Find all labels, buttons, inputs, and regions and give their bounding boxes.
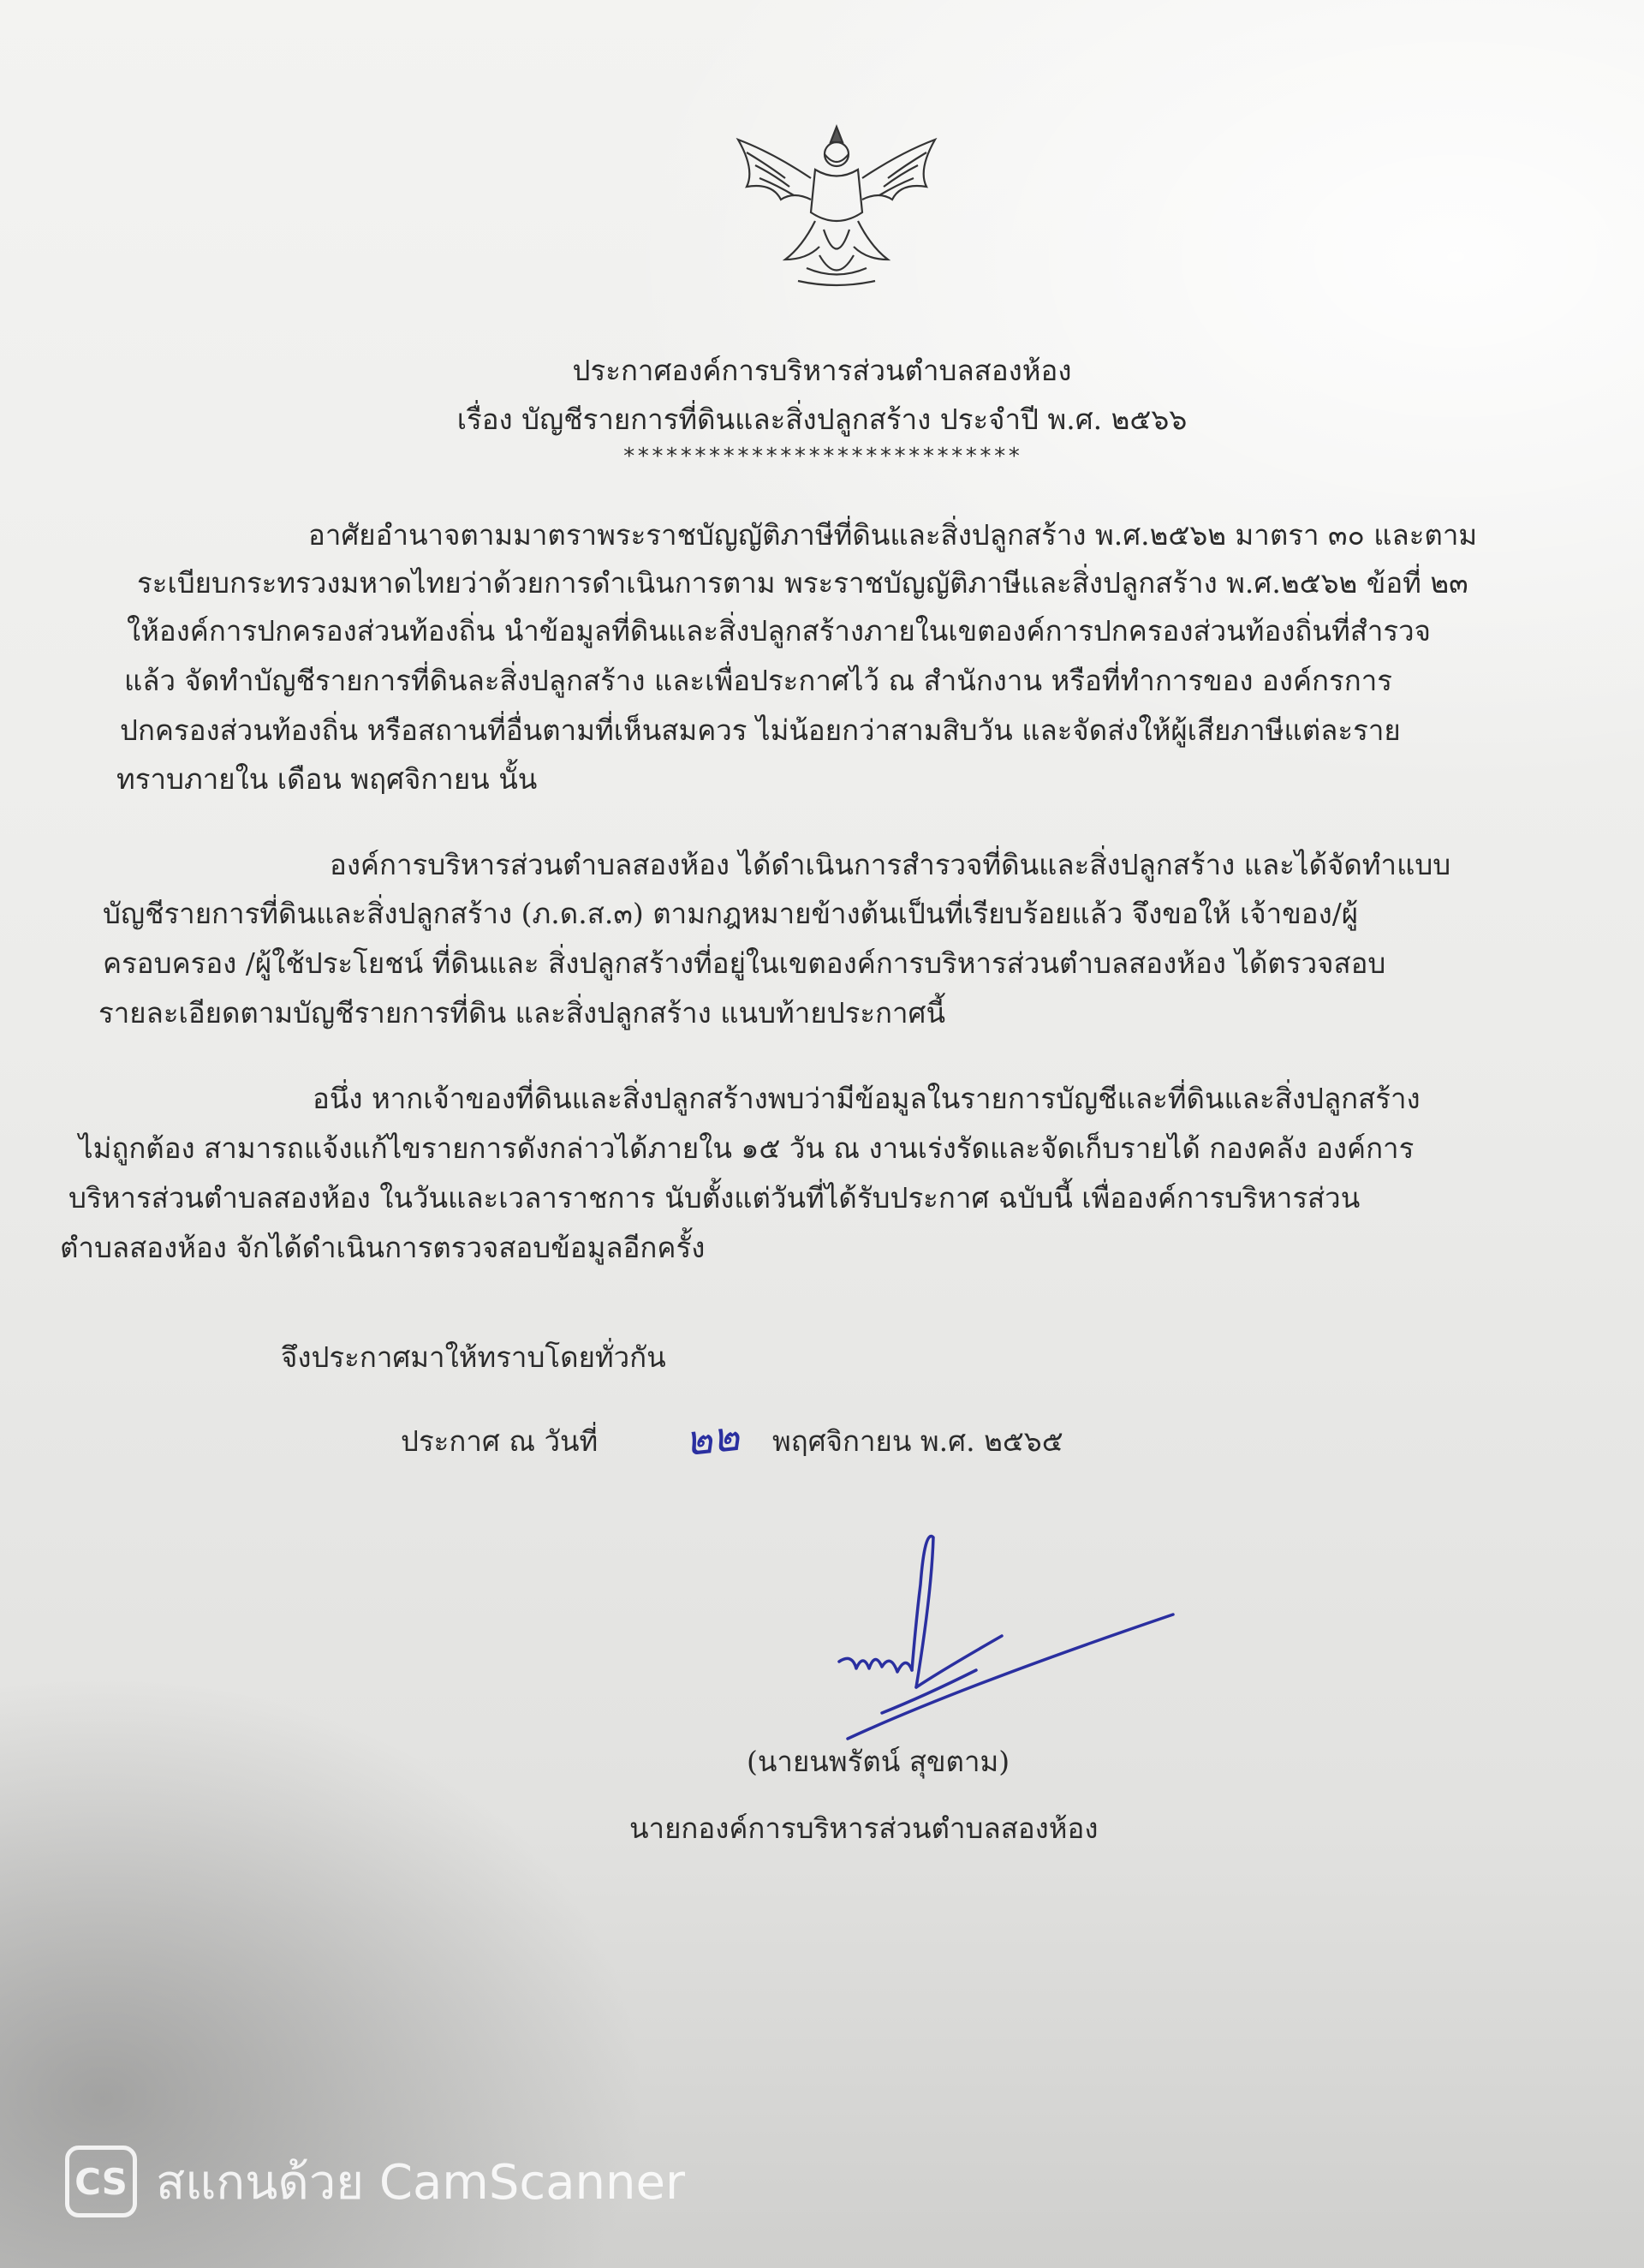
paragraph-1-line: อาศัยอำนาจตามมาตราพระราชบัญญัติภาษีที่ดินและสิ่งปลูกสร้าง พ.ศ.๒๕๖๒ มาตรา ๓๐ และตาม [308,518,1478,552]
paragraph-2-line: รายละเอียดตามบัญชีรายการที่ดิน และสิ่งปลูกสร้าง แนบท้ายประกาศนี้ [98,996,946,1030]
signatory-position: นายกองค์การบริหารส่วนตำบลสองห้อง [629,1811,1099,1845]
signature-icon [831,1525,1190,1756]
camscanner-logo-icon: CS [65,2146,137,2217]
paragraph-2-line: องค์การบริหารส่วนตำบลสองห้อง ได้ดำเนินการสำรวจที่ดินและสิ่งปลูกสร้าง และได้จัดทำแบบ [330,848,1451,881]
paragraph-2-line: บัญชีรายการที่ดินและสิ่งปลูกสร้าง (ภ.ด.ส.๓) ตามกฎหมายข้างต้นเป็นที่เรียบร้อยแล้ว จึงขอให้ เจ้าของ/ผู้ [103,897,1359,930]
paragraph-3-line: บริหารส่วนตำบลสองห้อง ในวันและเวลาราชการ นับตั้งแต่วันที่ได้รับประกาศ ฉบับนี้ เพื่อองค์การบริหารส่วน [68,1181,1361,1215]
paragraph-3-line: อนึ่ง หากเจ้าของที่ดินและสิ่งปลูกสร้างพบว่ามีข้อมูลในรายการบัญชีและที่ดินและสิ่งปลูกสร้าง [313,1082,1421,1115]
garuda-emblem-icon [721,118,952,289]
header-separator: **************************** [622,444,1022,469]
signatory-name: (นายนพรัตน์ สุขตาม) [747,1745,1010,1778]
date-prefix: ประกาศ ณ วันที่ [401,1424,599,1458]
paragraph-1-line: ทราบภายใน เดือน พฤศจิกายน นั้น [116,762,538,796]
paragraph-2-line: ครอบครอง /ผู้ใช้ประโยชน์ ที่ดินและ สิ่งปลูกสร้างที่อยู่ในเขตองค์การบริหารส่วนตำบลสองห้อง ได้ตรวจสอบ [103,946,1386,980]
paragraph-1-line: ให้องค์การปกครองส่วนท้องถิ่น นำข้อมูลที่ดินและสิ่งปลูกสร้างภายในเขตองค์การปกครองส่วนท้องถิ่นที่สำรวจ [127,614,1431,648]
announcement-subject: เรื่อง บัญชีรายการที่ดินและสิ่งปลูกสร้าง ประจำปี พ.ศ. ๒๕๖๖ [456,403,1188,436]
paragraph-1-line: ปกครองส่วนท้องถิ่น หรือสถานที่อื่นตามที่เห็นสมควร ไม่น้อยกว่าสามสิบวัน และจัดส่งให้ผู้เสียภาษีแต่ละราย [120,713,1401,747]
paragraph-3-line: ตำบลสองห้อง จักได้ดำเนินการตรวจสอบข้อมูลอีกครั้ง [60,1231,706,1264]
paragraph-1-line: ระเบียบกระทรวงมหาดไทยว่าด้วยการดำเนินการตาม พระราชบัญญัติภาษีและสิ่งปลูกสร้าง พ.ศ.๒๕๖๒ ข้อที่ ๒๓ [137,566,1468,600]
closing-announce: จึงประกาศมาให้ทราบโดยทั่วกัน [281,1340,666,1374]
camscanner-watermark [65,2143,685,2220]
watermark-text: สแกนด้วย CamScanner [156,2154,685,2211]
handwritten-date-day: ๒๒ [682,1412,742,1466]
paragraph-1-line: แล้ว จัดทำบัญชีรายการที่ดินละสิ่งปลูกสร้าง และเพื่อประกาศไว้ ณ สำนักงาน หรือที่ทำการของ องค์กรการ [124,664,1392,697]
announcement-title: ประกาศองค์การบริหารส่วนตำบลสองห้อง [572,354,1072,387]
date-suffix: พฤศจิกายน พ.ศ. ๒๕๖๕ [772,1424,1063,1458]
paragraph-3-line: ไม่ถูกต้อง สามารถแจ้งแก้ไขรายการดังกล่าวได้ภายใน ๑๕ วัน ณ งานเร่งรัดและจัดเก็บรายได้ กองคลัง องค์การ [79,1131,1415,1165]
